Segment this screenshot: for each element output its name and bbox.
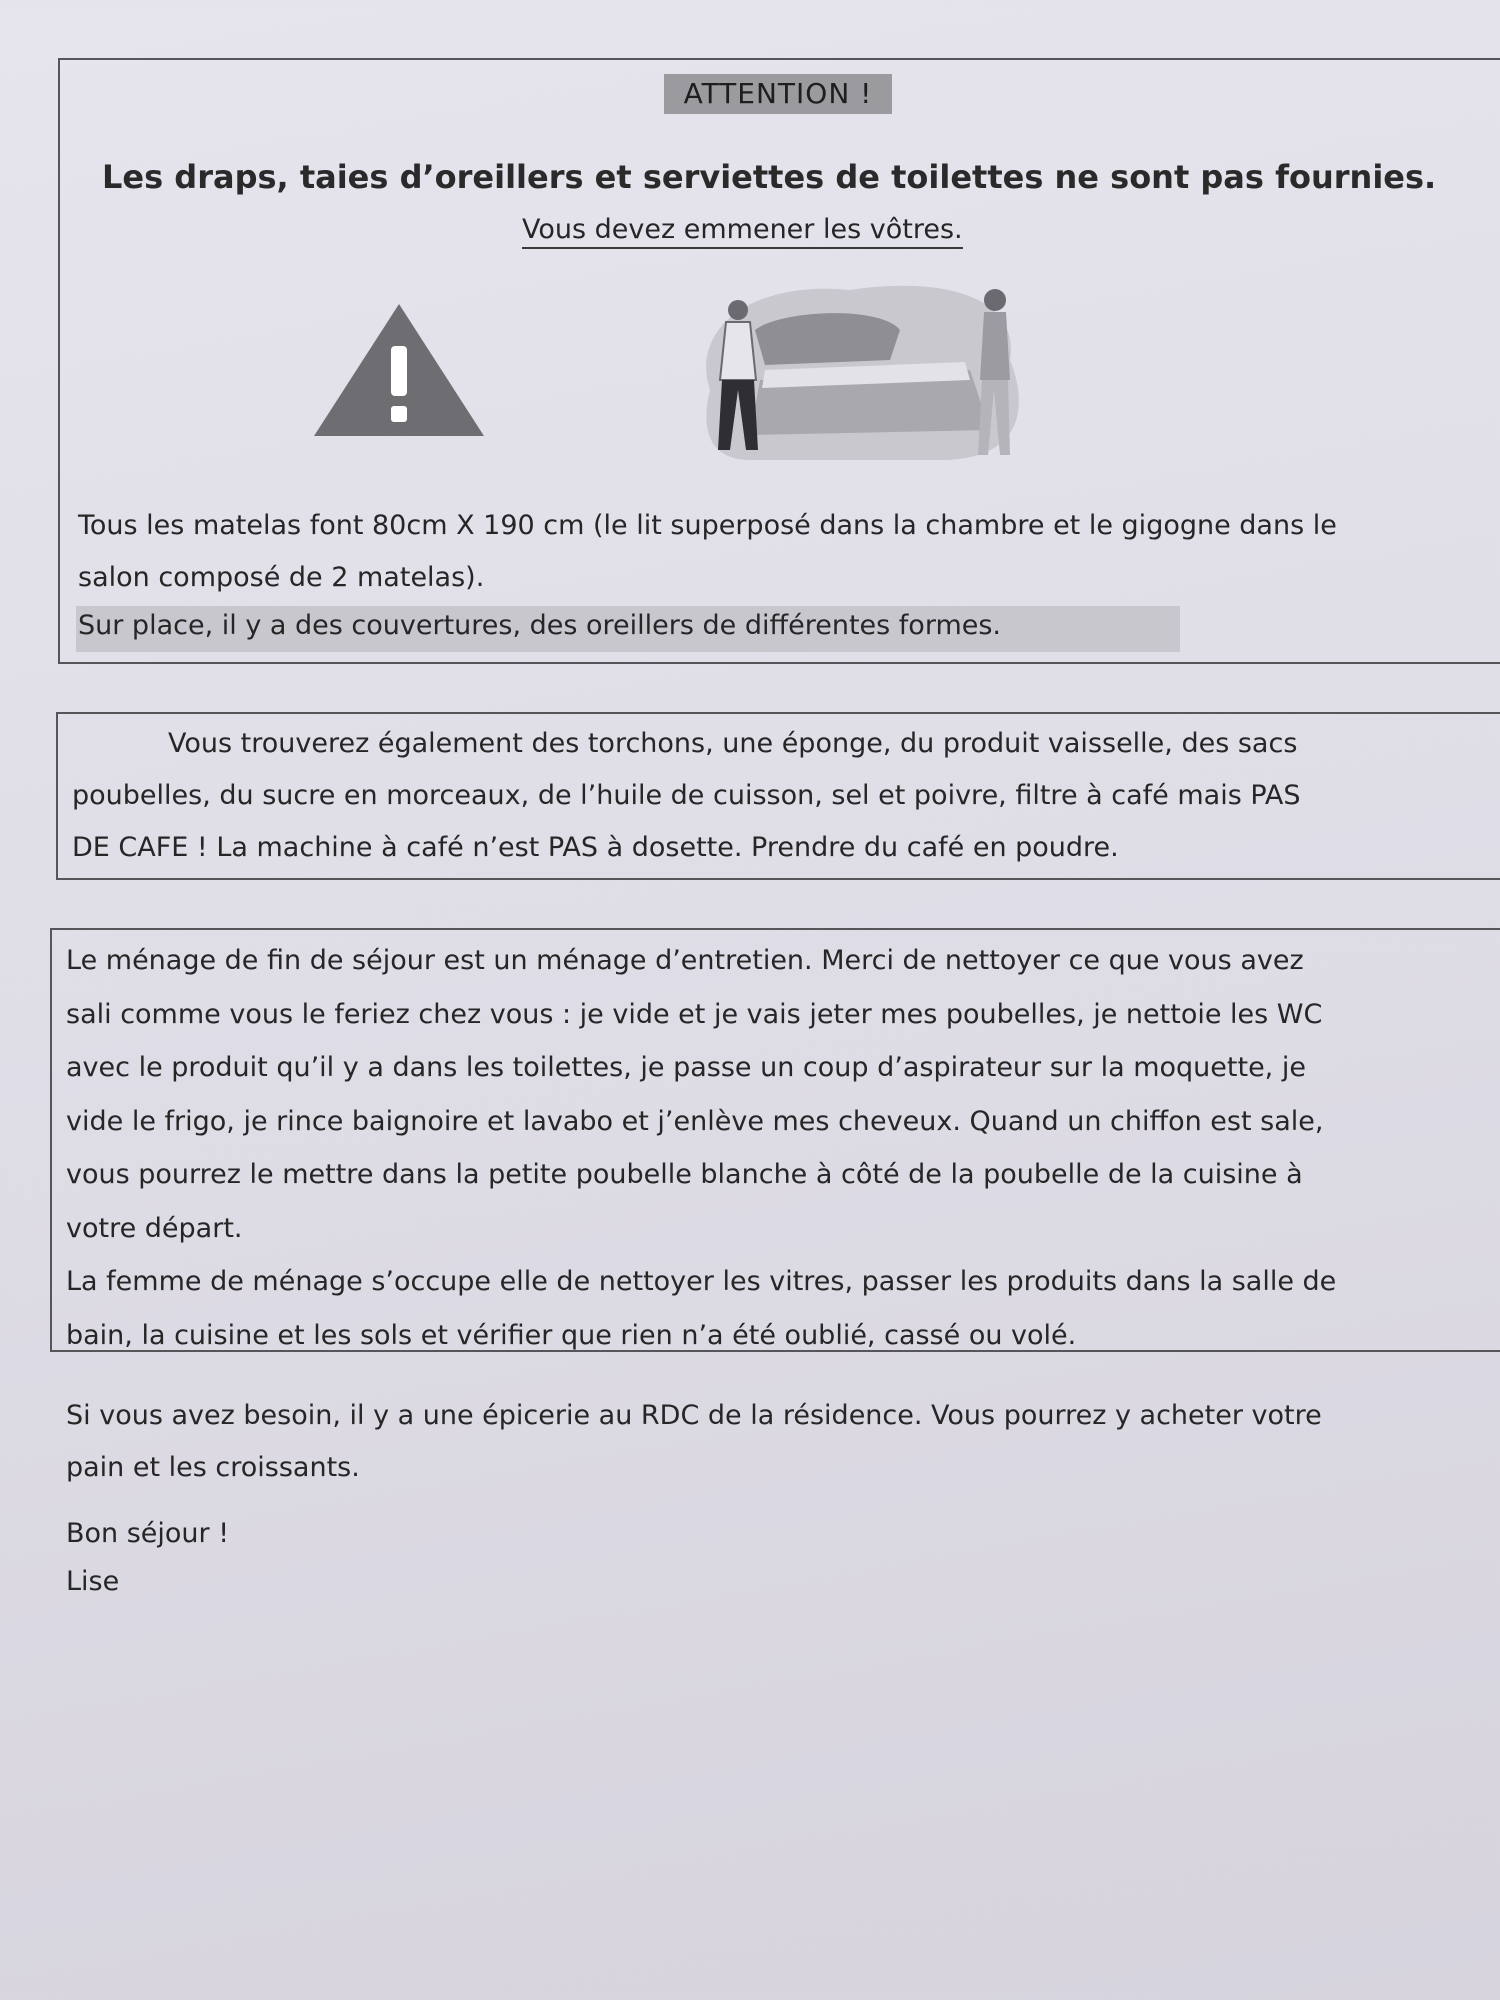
linen-headline: Les draps, taies d’oreillers et serviettes de toilettes ne sont pas fournies.: [102, 158, 1437, 196]
cleaning-text: [66, 934, 1336, 1362]
cleaning-line: Le ménage de fin de séjour est un ménage d’entretien. Merci de nettoyer ce que vous avez: [66, 945, 1304, 976]
supplies-line: poubelles, du sucre en morceaux, de l’huile de cuisson, sel et poivre, filtre à café mais PAS: [72, 780, 1301, 811]
supplies-text: [72, 718, 1301, 874]
shop-line: Si vous avez besoin, il y a une épicerie au RDC de la résidence. Vous pourrez y acheter votre: [66, 1400, 1322, 1431]
linen-subline: Vous devez emmener les vôtres.: [522, 214, 963, 249]
closing-greeting: Bon séjour !: [66, 1518, 230, 1549]
cleaning-line: avec le produit qu’il y a dans les toilettes, je passe un coup d’aspirateur sur la moquette, je: [66, 1052, 1306, 1083]
shop-text: [66, 1390, 1322, 1494]
shop-line: pain et les croissants.: [66, 1452, 360, 1483]
cleaning-line: vide le frigo, je rince baignoire et lavabo et j’enlève mes cheveux. Quand un chiffon est sale,: [66, 1105, 1324, 1137]
cleaning-line: vous pourrez le mettre dans la petite poubelle blanche à côté de la poubelle de la cuisine à: [66, 1159, 1303, 1190]
highlighted-text: Sur place, il y a des couvertures, des oreillers de différentes formes.: [78, 610, 1002, 641]
cleaning-line: La femme de ménage s’occupe elle de nettoyer les vitres, passer les produits dans la salle de: [66, 1266, 1337, 1297]
cleaning-line: sali comme vous le feriez chez vous : je vide et je vais jeter mes poubelles, je nettoie les WC: [66, 998, 1323, 1030]
warning-triangle-icon: [312, 300, 486, 440]
supplies-line: Vous trouverez également des torchons, une éponge, du produit vaisselle, des sacs: [168, 728, 1298, 759]
mattress-line: salon composé de 2 matelas).: [78, 562, 485, 593]
cleaning-line: votre départ.: [66, 1212, 243, 1244]
supplies-line: DE CAFE ! La machine à café n’est PAS à dosette. Prendre du café en poudre.: [72, 832, 1119, 863]
cleaning-line: bain, la cuisine et les sols et vérifier que rien n’a été oublié, cassé ou volé.: [66, 1319, 1077, 1351]
bed-making-illustration: [690, 270, 1050, 470]
signature: Lise: [66, 1566, 120, 1597]
mattress-text: [78, 500, 1337, 604]
attention-badge: ATTENTION !: [664, 74, 892, 114]
mattress-line: Tous les matelas font 80cm X 190 cm (le lit superposé dans la chambre et le gigogne dans le: [78, 510, 1337, 541]
